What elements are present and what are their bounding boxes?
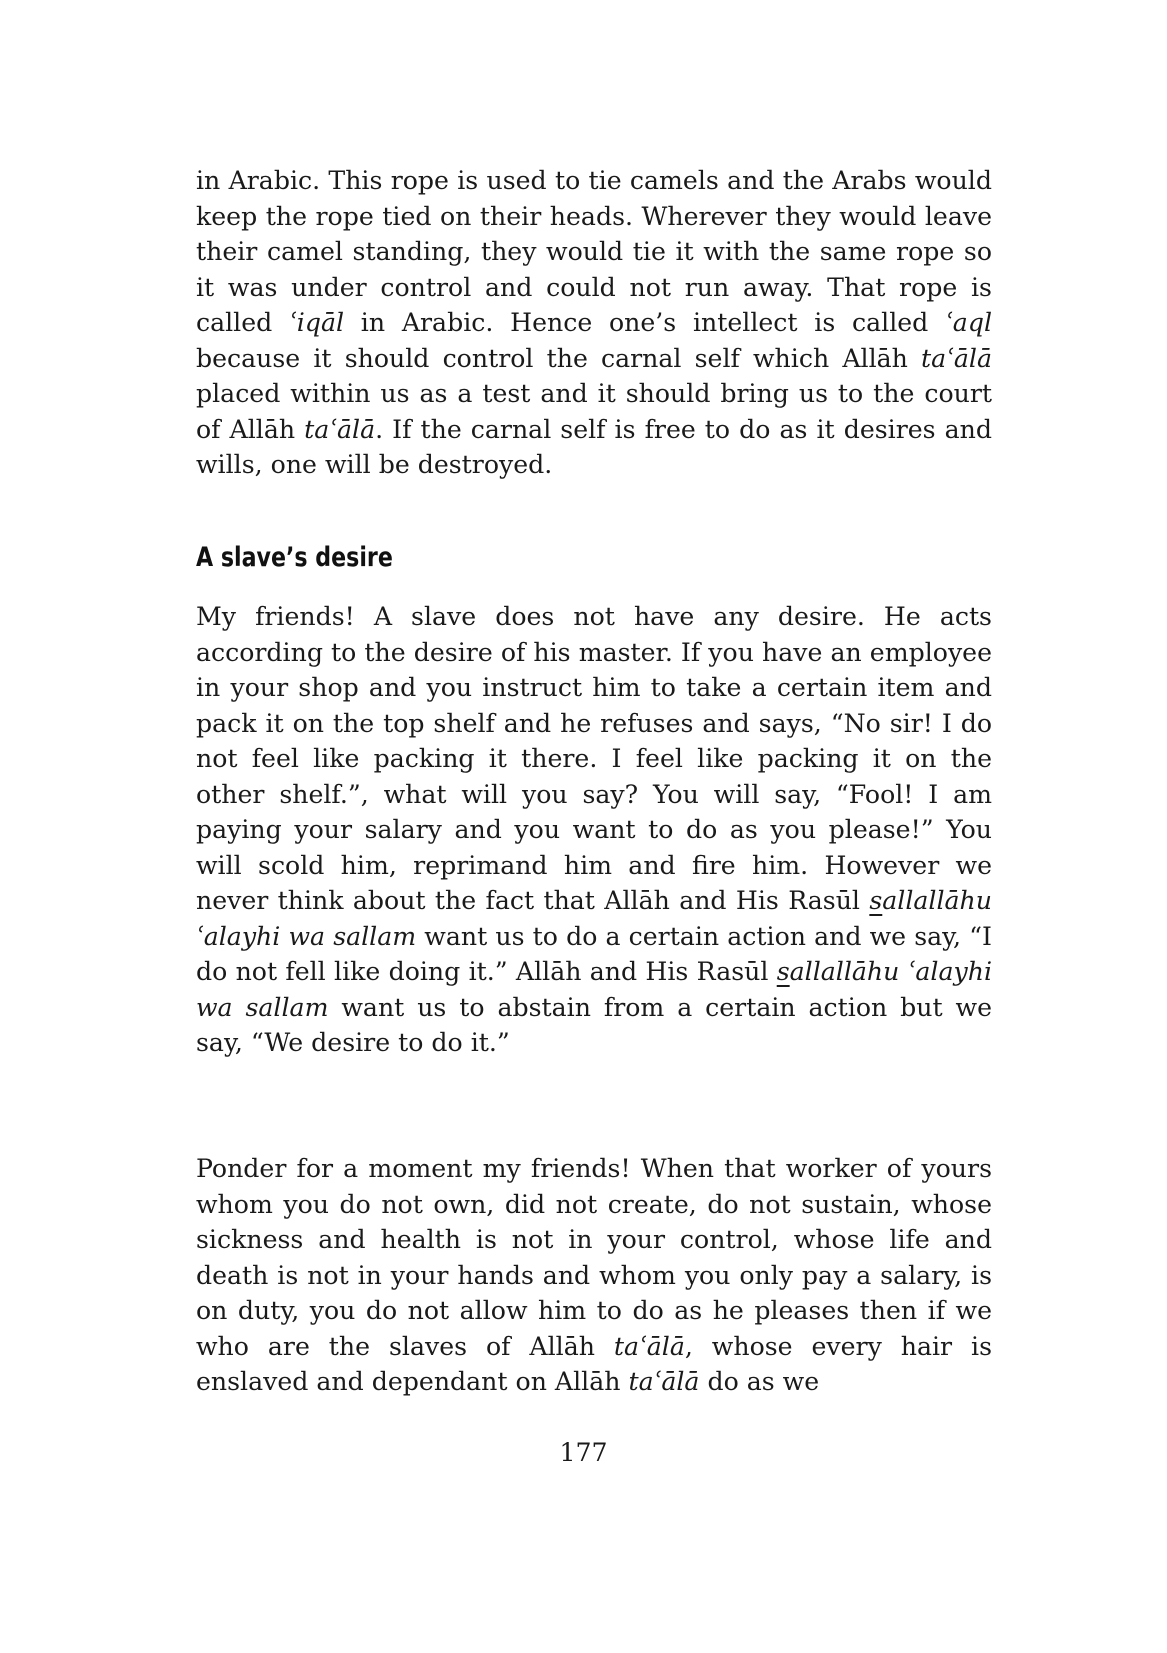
italic-term: allallāhu ʿalayhi wa sallam xyxy=(196,886,992,951)
paragraph-3: Ponder for a moment my friends! When that worker of yours whom you do not own, did not create, do not sustain, whose sickness and health is not in your control, whose life and death is not in your hands and whom you only pay a salary, is on duty, you do not allow him to do as he pleases then if we who are the slaves of Allāh taʿālā, whose every hair is enslaved and dependant on Allāh taʿālā do as we xyxy=(196,1154,993,1396)
section-heading: A slave’s desire xyxy=(196,542,393,573)
italic-term: taʿālā xyxy=(304,414,376,444)
italic-term: ʿaql xyxy=(945,308,992,337)
italic-term: taʿālā xyxy=(613,1331,685,1361)
italic-term: allallāhu ʿalayhi wa sallam xyxy=(196,957,992,1022)
italic-term: taʿālā xyxy=(628,1367,700,1396)
underlined-italic-text: s xyxy=(869,886,883,915)
paragraph-1: in Arabic. This rope is used to tie camels and the Arabs would keep the rope tied on their heads. Wherever they would leave their camel standing, they would tie it with the same rope so it was under control and could not run away. That rope is called ʿiqāl in Arabic. Hence one’s intellect is called ʿaql because it should control the carnal self which Allāh taʿālā placed within us as a test and it should bring us to the court of Allāh taʿālā. If the carnal self is free to do as it desires and wills, one will be destroyed. xyxy=(196,166,992,479)
italic-term: ʿiqāl xyxy=(289,308,345,337)
underlined-italic-text: s xyxy=(776,957,790,986)
page-number: 177 xyxy=(559,1438,608,1467)
paragraph-2: My friends! A slave does not have any desire. He acts according to the desire of his master. If you have an employee in your shop and you instruct him to take a certain item and pack it on the top shelf and he refuses and says, “No sir! I do not feel like packing it there. I feel like packing it on the other shelf.”, what will you say? You will say, “Fool! I am paying your salary and you want to do as you please!” You will scold him, reprimand him and fire him. However we never think about the fact that Allāh and His Rasūl sallallāhu ʿalayhi wa sallam want us to do a certain action and we say, “I do not fell like doing it.” Allāh and His Rasūl sallallāhu ʿalayhi wa sallam want us to abstain from a certain action but we say, “We desire to do it.” xyxy=(196,602,993,1057)
italic-term: taʿālā xyxy=(921,343,992,373)
